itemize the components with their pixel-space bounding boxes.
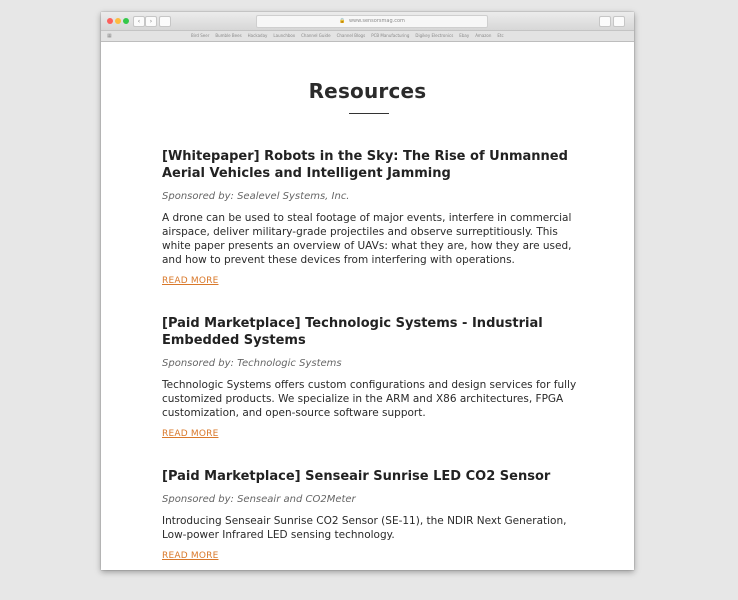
resource-item xyxy=(162,468,582,562)
resource-sponsor: Sponsored by: Sealevel Systems, Inc. xyxy=(162,191,350,202)
resource-sponsor: Sponsored by: Technologic Systems xyxy=(162,358,342,369)
bookmark-item[interactable]: Ebay xyxy=(459,33,470,38)
resource-sponsor: Sponsored by: Senseair and CO2Meter xyxy=(162,494,356,505)
bookmark-item[interactable]: Digikey Electronics xyxy=(415,33,454,38)
resource-title[interactable]: [Paid Marketplace] Senseair Sunrise LED CO2 Sensor xyxy=(162,469,551,484)
read-more-link[interactable]: READ MORE xyxy=(162,551,219,561)
resource-title[interactable]: [Whitepaper] Robots in the Sky: The Rise of Unmanned Aerial Vehicles and Intelligent Jamming xyxy=(162,149,568,181)
sidebar-toggle-icon[interactable] xyxy=(159,16,171,27)
bookmark-item[interactable]: Hackaday xyxy=(247,33,268,38)
resource-title[interactable]: [Paid Marketplace] Technologic Systems - Industrial Embedded Systems xyxy=(162,316,543,348)
bookmark-item[interactable]: Bird Seer xyxy=(191,33,210,38)
bookmarks-bar xyxy=(101,31,634,42)
minimize-window-icon[interactable] xyxy=(115,18,121,24)
maximize-window-icon[interactable] xyxy=(123,18,129,24)
tabs-overview-icon[interactable] xyxy=(613,16,625,27)
resource-item xyxy=(162,148,582,287)
bookmarks-list xyxy=(191,31,510,41)
bookmark-item[interactable]: Launchbox xyxy=(273,33,296,38)
bookmark-item[interactable]: Channel Blogs xyxy=(336,33,366,38)
read-more-link[interactable]: READ MORE xyxy=(162,276,219,286)
resource-description: Introducing Senseair Sunrise CO2 Sensor (SE-11), the NDIR Next Generation, Low-power Infrared LED sensing technology. xyxy=(162,515,567,541)
resource-item xyxy=(162,315,582,440)
share-icon[interactable] xyxy=(599,16,611,27)
bookmark-item[interactable]: Channel Guide xyxy=(301,33,331,38)
read-more-link[interactable]: READ MORE xyxy=(162,429,219,439)
address-text: www.sensorsmag.com xyxy=(348,18,405,24)
title-divider xyxy=(349,113,389,114)
page-title: Resources xyxy=(308,79,427,103)
browser-titlebar xyxy=(101,12,634,31)
bookmark-item[interactable]: Amazon xyxy=(475,33,492,38)
lock-icon: 🔒 xyxy=(339,18,346,24)
resource-description: Technologic Systems offers custom configurations and design services for fully customized products. We specialize in the ARM and X86 architectures, FPGA customization, and open-source software support. xyxy=(162,379,577,419)
resource-description: A drone can be used to steal footage of major events, interfere in commercial airspace, deliver military-grade projectiles and observe surreptitiously. This white paper presents an overview of UAVs: what they are, how they are used, and how to prevent these devices from interfering with operations. xyxy=(162,212,572,266)
back-button[interactable]: ‹ xyxy=(133,16,145,27)
forward-button[interactable]: › xyxy=(145,16,157,27)
bookmarks-grid-icon[interactable]: ▦ xyxy=(107,33,112,39)
bookmark-item[interactable]: Etc xyxy=(497,33,504,38)
close-window-icon[interactable] xyxy=(107,18,113,24)
bookmark-item[interactable]: Bumble Bees xyxy=(215,33,242,38)
bookmark-item[interactable]: PCB Manufacturing xyxy=(371,33,410,38)
address-bar[interactable] xyxy=(256,15,488,28)
browser-window xyxy=(101,12,634,570)
